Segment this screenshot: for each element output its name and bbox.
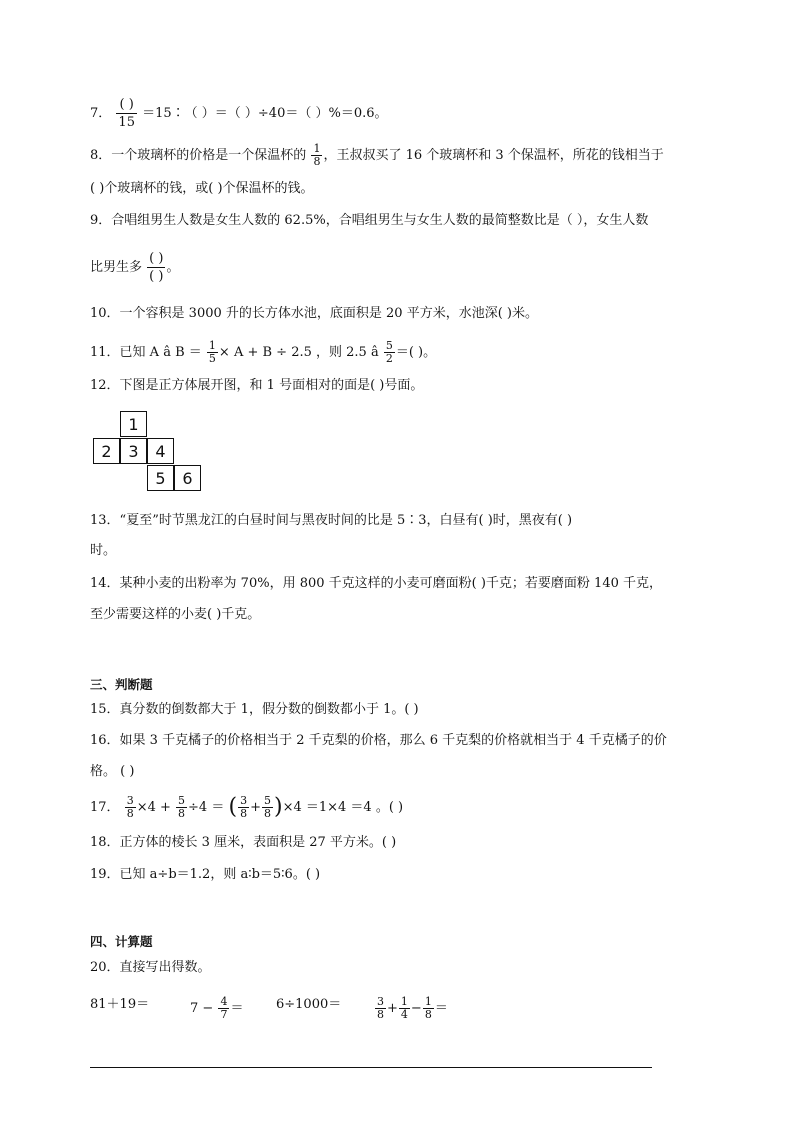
fraction (384, 340, 395, 365)
fraction-denominator: 8 (263, 807, 271, 820)
fraction-denominator: 8 (377, 1008, 384, 1021)
question-14 (90, 575, 662, 593)
question-text: × A + B ÷ 2.5 ，则 2.5 â (218, 345, 383, 360)
fraction-denominator: 15 (118, 115, 135, 130)
question-text: 下图是正方体展开图，和 1 号面相对的面是( )号面。 (119, 378, 424, 393)
question-text: 如果 3 千克橘子的价格相当于 2 千克梨的价格，那么 6 千克梨的价格就相当于 4 千克橘子的价 (119, 733, 667, 748)
fraction (218, 996, 229, 1021)
fraction-denominator: 4 (400, 1008, 408, 1021)
question-11 (90, 340, 436, 365)
question-text: “夏至”时节黑龙江的白昼时间与黑夜时间的比是 5∶3，白昼有( )时，黑夜有( ) (119, 513, 573, 528)
cube-net-figure (93, 411, 205, 493)
question-number: 8． (90, 148, 112, 163)
question-7 (90, 96, 388, 131)
fraction (116, 96, 137, 131)
question-13 (90, 512, 572, 530)
fraction-numerator: 5 (263, 794, 271, 807)
fraction-denominator: 8 (178, 807, 186, 820)
question-16 (90, 732, 667, 750)
calc-expression-1: 81＋19＝ (90, 997, 150, 1012)
fraction (423, 996, 434, 1021)
question-number: 13． (90, 513, 120, 528)
fraction-denominator: ( ) (149, 269, 164, 284)
question-text: 某种小麦的出粉率为 70%，用 800 千克这样的小麦可磨面粉( )千克；若要磨面粉 140 千克， (119, 576, 663, 591)
fraction-numerator: 1 (400, 995, 408, 1008)
fraction (311, 143, 322, 168)
fraction (262, 795, 273, 820)
question-text: 比男生多 (90, 260, 143, 275)
fraction-denominator: 8 (126, 807, 134, 820)
question-9 (90, 212, 648, 230)
net-face-4: 4 (147, 438, 174, 464)
question-13-line-2: 时。 (90, 543, 117, 558)
fraction-numerator: 3 (126, 794, 134, 807)
fraction-numerator: ( ) (116, 96, 137, 114)
expression-text: ÷4 ＝ (188, 800, 225, 815)
fraction-denominator: 7 (220, 1008, 228, 1021)
question-10 (90, 305, 538, 323)
question-16-line-2: 格。 ( ) (90, 764, 135, 779)
fraction (375, 996, 386, 1021)
net-face-3: 3 (120, 438, 147, 464)
net-face-6: 6 (174, 465, 201, 491)
fraction-denominator: 2 (385, 352, 393, 365)
fraction (176, 795, 187, 820)
question-9-line-2 (90, 250, 179, 285)
question-number: 14． (90, 576, 120, 591)
fraction-denominator: 8 (313, 155, 321, 168)
question-text: ＝15∶（ ）＝（ ）÷40＝（ ）%＝0.6。 (142, 106, 388, 121)
fraction-numerator: 1 (424, 995, 432, 1008)
expression-text: ×4 ＝1×4 ＝4 。( ) (282, 800, 404, 815)
question-14-line-2: 至少需要这样的小麦( )千克。 (90, 607, 261, 622)
expression-text: ×4 + (136, 800, 171, 815)
open-paren: ( (228, 794, 238, 820)
question-text: 。 (166, 260, 180, 275)
question-number: 7． (90, 106, 112, 121)
fraction-denominator: 8 (240, 807, 248, 820)
fraction-numerator: 1 (313, 142, 321, 155)
fraction-numerator: 3 (240, 794, 248, 807)
expression-text: − (410, 1001, 422, 1016)
expression-text: ＝ (230, 1001, 244, 1016)
question-19 (90, 866, 320, 884)
fraction-denominator: 5 (208, 352, 216, 365)
question-number: 17． (90, 800, 120, 815)
question-text: ，王叔叔买了 16 个玻璃杯和 3 个保温杯，所花的钱相当于 (323, 148, 664, 163)
calc-expression-2 (190, 996, 243, 1021)
question-text: ＝( )。 (395, 345, 437, 360)
calc-expression-4 (374, 996, 448, 1021)
net-face-5: 5 (147, 465, 174, 491)
close-paren: ) (273, 794, 283, 820)
fraction-numerator: 4 (220, 995, 228, 1008)
fraction (125, 795, 136, 820)
section-heading-judgement: 三、判断题 (90, 677, 153, 692)
question-number: 11． (90, 345, 120, 360)
question-17 (90, 795, 403, 820)
net-face-2: 2 (93, 438, 120, 464)
fraction-numerator: 5 (385, 339, 393, 352)
question-text: 直接写出得数。 (119, 960, 211, 975)
expression-text: + (387, 1001, 398, 1016)
fraction-numerator: ( ) (149, 251, 164, 266)
question-number: 10． (90, 306, 120, 321)
question-8-line-2: ( )个玻璃杯的钱，或( )个保温杯的钱。 (90, 181, 314, 196)
calc-expression-3: 6÷1000＝ (276, 997, 342, 1012)
expression-text: 7 − (190, 1001, 214, 1016)
question-15 (90, 701, 419, 719)
question-20 (90, 959, 211, 977)
fraction-numerator: 3 (377, 995, 384, 1008)
expression-text: + (250, 800, 261, 815)
net-face-1: 1 (120, 411, 147, 437)
question-12 (90, 377, 423, 395)
question-text: 正方体的棱长 3 厘米，表面积是 27 平方米。( ) (119, 835, 397, 850)
question-text: 已知 a÷b＝1.2，则 a∶b＝5∶6。( ) (119, 867, 321, 882)
question-number: 9． (90, 213, 112, 228)
fraction (399, 996, 410, 1021)
fraction-numerator: 5 (178, 794, 186, 807)
question-text: 一个容积是 3000 升的长方体水池，底面积是 20 平方米，水池深( )米。 (119, 306, 538, 321)
fraction-denominator: 8 (424, 1008, 432, 1021)
question-text: 一个玻璃杯的价格是一个保温杯的 (111, 148, 307, 163)
question-number: 16． (90, 733, 120, 748)
question-number: 20． (90, 960, 120, 975)
section-heading-calculation: 四、计算题 (90, 934, 153, 949)
footer-divider (90, 1067, 652, 1068)
question-text: 合唱组男生人数是女生人数的 62.5%，合唱组男生与女生人数的最简整数比是（ ），女生人数 (111, 213, 649, 228)
fraction (207, 340, 218, 365)
fraction (147, 250, 165, 285)
question-text: 真分数的倒数都大于 1，假分数的倒数都小于 1。( ) (119, 702, 419, 717)
question-8 (90, 143, 664, 168)
question-number: 19． (90, 867, 120, 882)
fraction-numerator: 1 (208, 339, 216, 352)
question-number: 12． (90, 378, 120, 393)
question-number: 18． (90, 835, 120, 850)
question-18 (90, 834, 396, 852)
question-text: 已知 A â B ＝ (119, 345, 202, 360)
expression-text: ＝ (434, 1001, 448, 1016)
fraction (238, 795, 249, 820)
question-number: 15． (90, 702, 120, 717)
